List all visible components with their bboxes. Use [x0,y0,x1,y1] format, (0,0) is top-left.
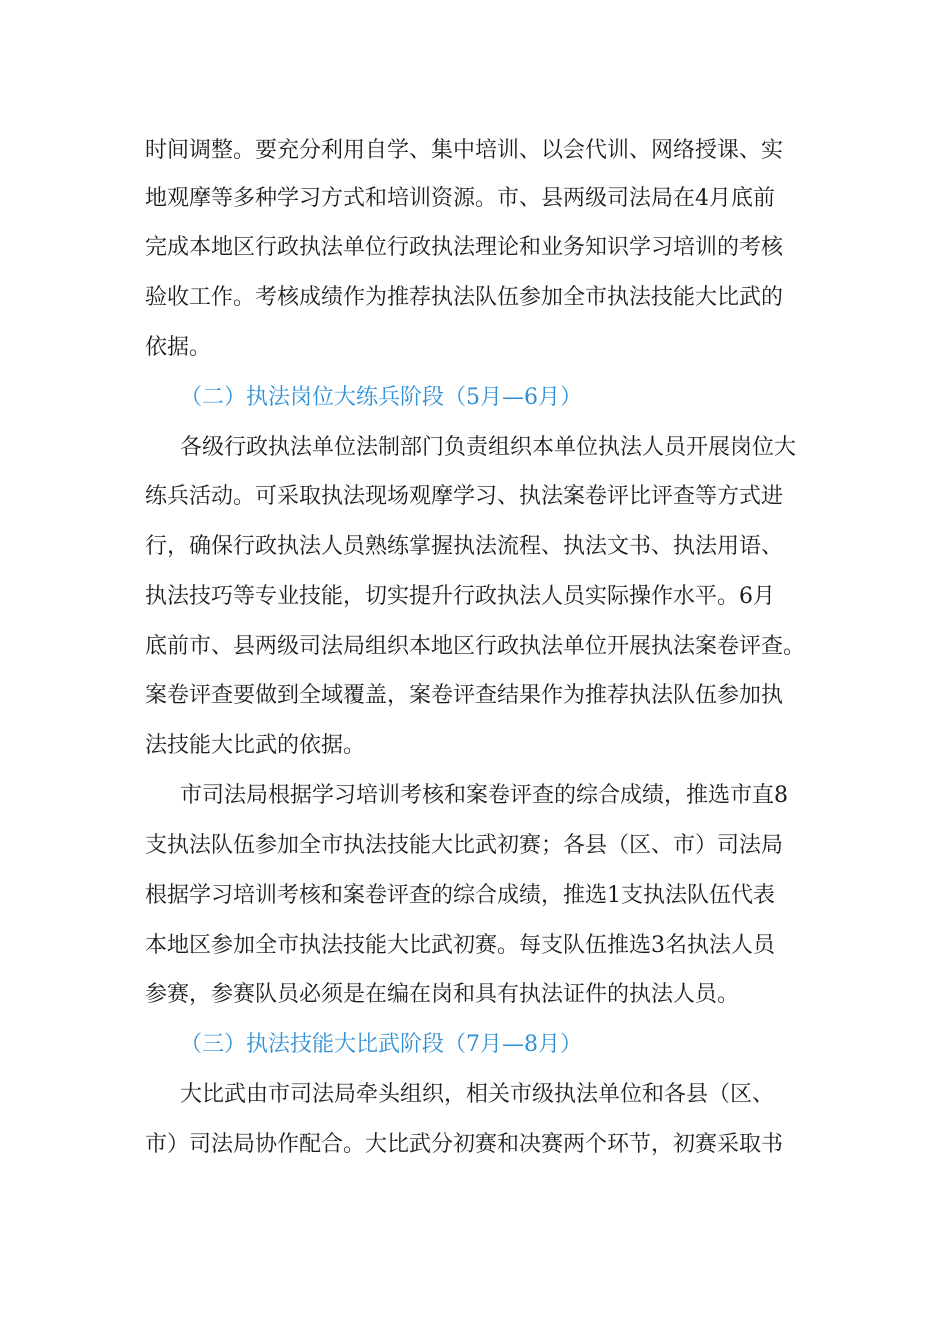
body-text-line: 地观摩等多种学习方式和培训资源。市、县两级司法局在4月底前 [145,186,775,211]
body-text-line: 法技能大比武的依据。 [145,733,366,758]
section-heading: （二）执法岗位大练兵阶段（5月—6月） [180,385,582,410]
body-text-line: 各级行政执法单位法制部门负责组织本单位执法人员开展岗位大 [180,435,797,460]
body-text-line: 支执法队伍参加全市执法技能大比武初赛；各县（区、市）司法局 [145,833,784,858]
section-heading: （三）执法技能大比武阶段（7月—8月） [180,1032,582,1057]
body-text-line: 完成本地区行政执法单位行政执法理论和业务知识学习培训的考核 [145,235,784,260]
body-text-line: 验收工作。考核成绩作为推荐执法队伍参加全市执法技能大比武的 [145,285,784,310]
body-text-line: 案卷评查要做到全域覆盖，案卷评查结果作为推荐执法队伍参加执 [145,683,784,708]
body-text-line: 市司法局根据学习培训考核和案卷评查的综合成绩，推选市直8 [180,783,788,808]
body-text-line: 市）司法局协作配合。大比武分初赛和决赛两个环节，初赛采取书 [145,1132,784,1157]
body-text-line: 大比武由市司法局牵头组织，相关市级执法单位和各县（区、 [180,1082,775,1107]
body-text-line: 底前市、县两级司法局组织本地区行政执法单位开展执法案卷评查。 [145,634,806,659]
body-text-line: 行，确保行政执法人员熟练掌握执法流程、执法文书、执法用语、 [145,534,784,559]
body-text-line: 时间调整。要充分利用自学、集中培训、以会代训、网络授课、实 [145,138,784,163]
body-text-line: 练兵活动。可采取执法现场观摩学习、执法案卷评比评查等方式进 [145,484,784,509]
body-text-line: 根据学习培训考核和案卷评查的综合成绩，推选1支执法队伍代表 [145,883,775,908]
body-text-line: 本地区参加全市执法技能大比武初赛。每支队伍推选3名执法人员 [145,933,775,958]
body-text-line: 执法技巧等专业技能，切实提升行政执法人员实际操作水平。6月 [145,584,775,609]
body-text-line: 参赛，参赛队员必须是在编在岗和具有执法证件的执法人员。 [145,982,740,1007]
body-text-line: 依据。 [145,335,212,360]
